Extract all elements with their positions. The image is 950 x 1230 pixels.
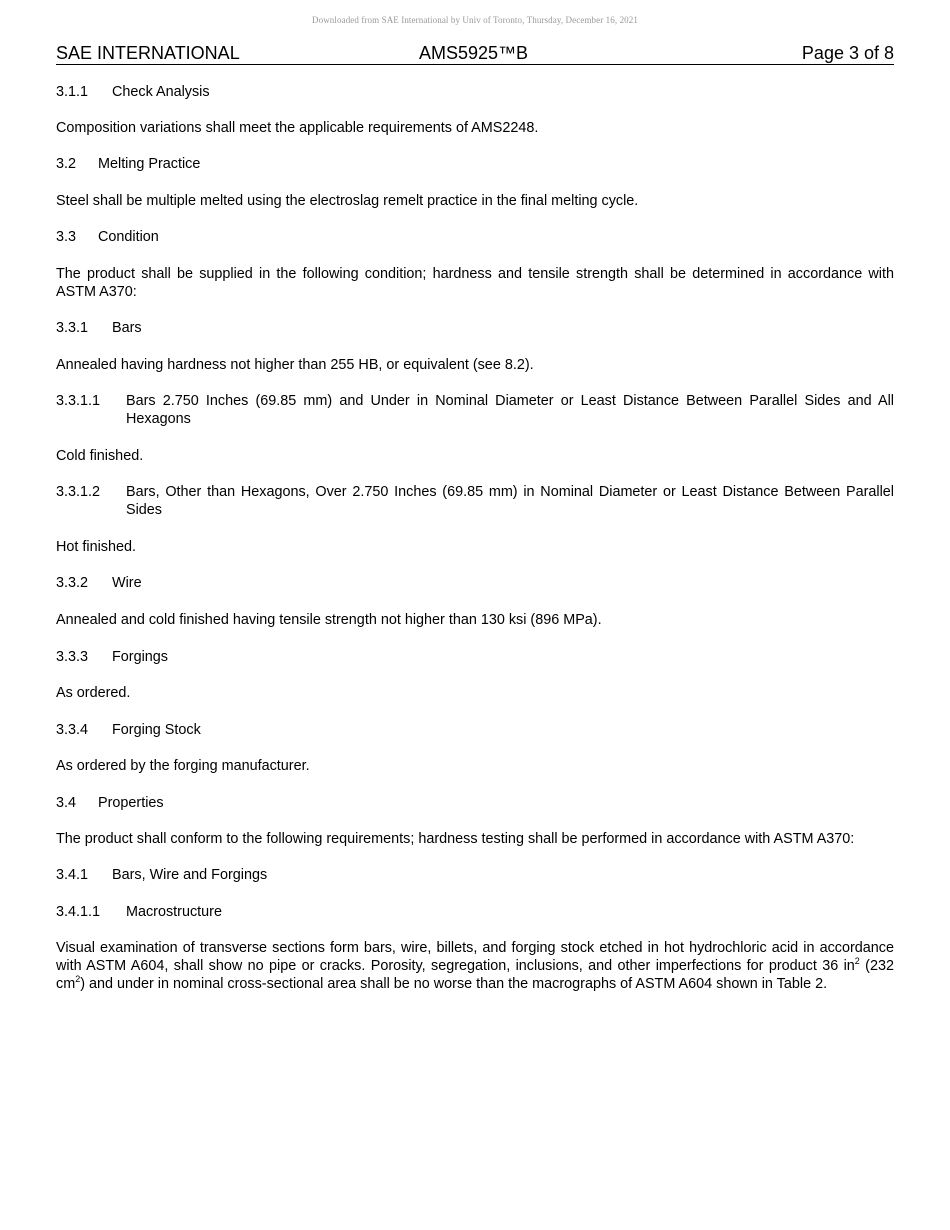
section-number: 3.3.3	[56, 649, 89, 665]
section-heading-3-3-1-2	[56, 483, 894, 519]
paragraph-condition: The product shall be supplied in the following condition; hardness and tensile strength shall be determined in accordance with ASTM A370:	[56, 266, 894, 300]
section-heading-3-3-3	[56, 648, 894, 666]
section-heading-3-4	[56, 794, 894, 812]
paragraph-forging-stock: As ordered by the forging manufacturer.	[56, 758, 310, 774]
section-heading-3-4-1	[56, 866, 894, 884]
paragraph-forgings: As ordered.	[56, 685, 131, 701]
section-title: Properties	[98, 795, 164, 811]
paragraph-bars: Annealed having hardness not higher than 255 HB, or equivalent (see 8.2).	[56, 357, 534, 373]
paragraph-hot-finished: Hot finished.	[56, 539, 136, 555]
section-title: Bars 2.750 Inches (69.85 mm) and Under in Nominal Diameter or Least Distance Between Parallel Sides and All Hexagons	[126, 393, 894, 427]
section-title: Wire	[112, 575, 142, 591]
paragraph-properties: The product shall conform to the following requirements; hardness testing shall be performed in accordance with ASTM A370:	[56, 831, 855, 847]
section-number: 3.3.1.2	[56, 484, 101, 500]
superscript-squared: 2	[75, 974, 81, 985]
section-heading-3-3-1	[56, 319, 894, 337]
paragraph-check-analysis: Composition variations shall meet the applicable requirements of AMS2248.	[56, 120, 539, 136]
section-title: Melting Practice	[98, 156, 201, 172]
page-header	[56, 43, 894, 65]
section-heading-3-2	[56, 155, 894, 173]
section-number: 3.3.1	[56, 320, 89, 336]
section-heading-3-3-2	[56, 574, 894, 592]
superscript-squared: 2	[854, 956, 860, 967]
section-title: Condition	[98, 229, 159, 245]
section-heading-3-1-1	[56, 83, 894, 101]
paragraph-wire: Annealed and cold finished having tensile strength not higher than 130 ksi (896 MPa).	[56, 612, 602, 628]
section-title: Bars, Wire and Forgings	[112, 867, 268, 883]
paragraph-macrostructure	[56, 939, 894, 993]
paragraph-melting-practice: Steel shall be multiple melted using the electroslag remelt practice in the final melting cycle.	[56, 193, 639, 209]
download-watermark: Downloaded from SAE International by Univ of Toronto, Thursday, December 16, 2021	[312, 15, 638, 25]
section-number: 3.2	[56, 156, 77, 172]
paragraph-cold-finished: Cold finished.	[56, 448, 144, 464]
section-number: 3.4	[56, 795, 77, 811]
document-body	[56, 83, 894, 993]
section-heading-3-4-1-1	[56, 903, 894, 921]
section-number: 3.4.1.1	[56, 904, 101, 920]
section-heading-3-3-1-1	[56, 392, 894, 428]
header-organization: SAE INTERNATIONAL	[56, 43, 240, 63]
macrostructure-text-part2: (232 cm	[56, 958, 894, 992]
header-page-number: Page 3 of 8	[801, 43, 894, 63]
section-title: Bars	[112, 320, 142, 336]
macrostructure-text-part1: Visual examination of transverse sections form bars, wire, billets, and forging stock etched in hot hydrochloric acid in accordance with ASTM A604, shall show no pipe or cracks. Porosity, segregation, inclusions, and other imperfections for product 36 in	[56, 940, 894, 974]
section-title: Check Analysis	[112, 84, 210, 100]
section-number: 3.3.1.1	[56, 393, 101, 409]
section-number: 3.3	[56, 229, 77, 245]
section-title: Forgings	[112, 649, 168, 665]
section-title: Macrostructure	[126, 904, 222, 920]
header-document-number: AMS5925™B	[419, 43, 529, 63]
section-heading-3-3	[56, 228, 894, 246]
section-number: 3.1.1	[56, 84, 89, 100]
macrostructure-text-part3: ) and under in nominal cross-sectional area shall be no worse than the macrographs of ASTM A604 shown in Table 2.	[80, 976, 828, 992]
section-number: 3.3.2	[56, 575, 89, 591]
section-heading-3-3-4	[56, 721, 894, 739]
section-number: 3.3.4	[56, 722, 89, 738]
section-title: Bars, Other than Hexagons, Over 2.750 Inches (69.85 mm) in Nominal Diameter or Least Distance Between Parallel Sides	[126, 484, 894, 518]
section-number: 3.4.1	[56, 867, 89, 883]
section-title: Forging Stock	[112, 722, 201, 738]
